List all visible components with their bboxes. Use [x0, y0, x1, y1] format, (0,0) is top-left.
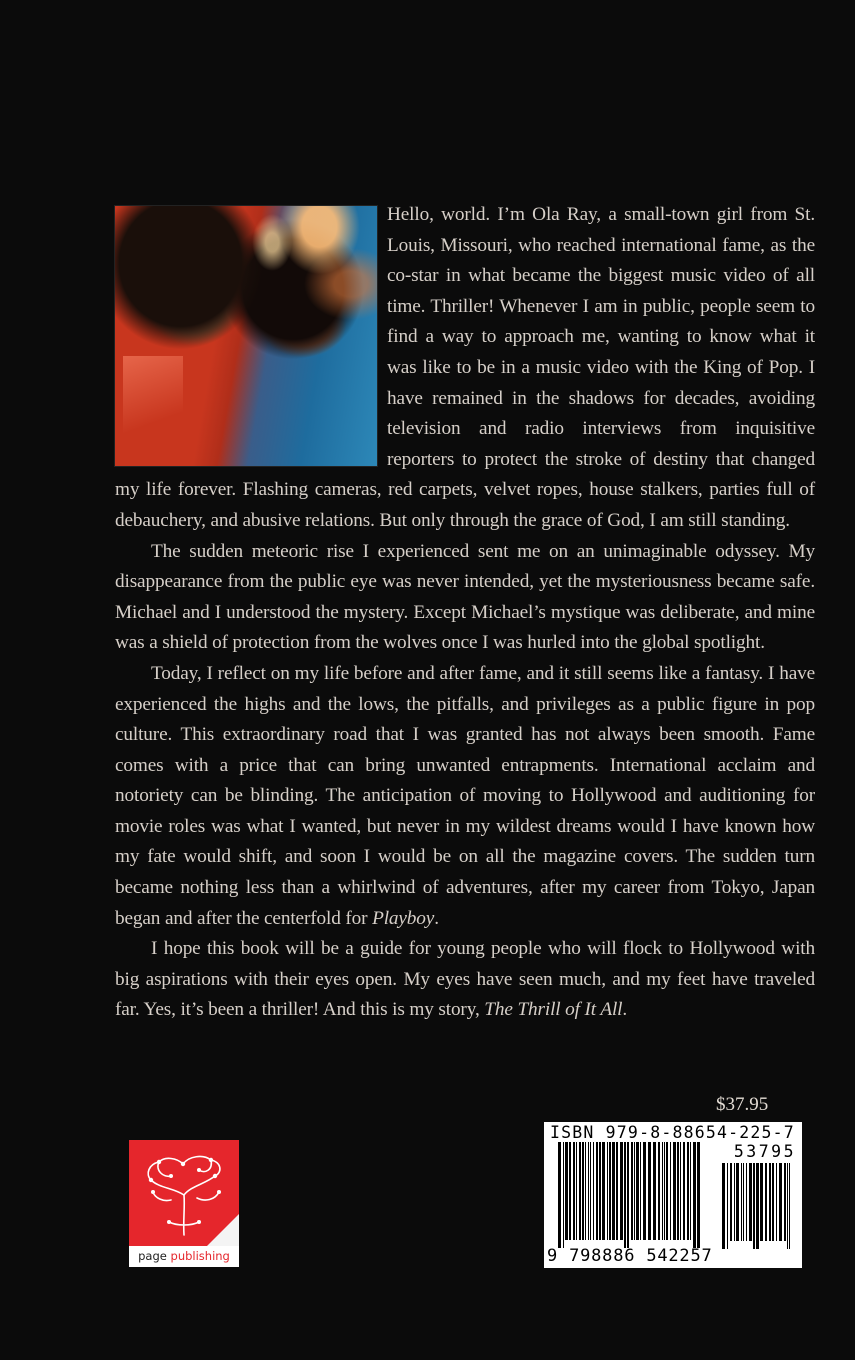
barcode-bar — [756, 1163, 759, 1249]
barcode-bar — [588, 1142, 589, 1240]
barcode-bar — [576, 1142, 577, 1240]
barcode-bar — [643, 1142, 646, 1240]
publisher-prefix: page — [138, 1249, 167, 1263]
barcode-bar — [673, 1142, 676, 1240]
barcode-bar — [693, 1142, 696, 1248]
barcode-bar — [569, 1142, 571, 1240]
back-cover-blurb — [115, 200, 815, 1026]
barcode-bar — [743, 1163, 744, 1241]
book-title: The Thrill of It All — [484, 999, 623, 1021]
barcode-bar — [687, 1142, 689, 1240]
barcode-bar — [734, 1163, 735, 1241]
paragraph-3-text: Today, I reflect on my life before and after fame, and it still seems like a fantasy. I have experienced the highs and the lows, the pitfalls, and privileges as a public figure in pop culture. This extraordinary road that I was granted has not always been smooth. Fame comes with a price that can bring unwanted entrapments. International acclaim and notoriety can be blinding. The anticipation of moving to Hollywood and auditioning for movie roles was what I wanted, but never in my wildest dreams would I have known how my fate would shift, and soon I would be on all the magazine covers. The sudden turn became nothing less than a whirlwind of adventures, after my career from Tokyo, Japan began and after the centerfold for — [115, 662, 815, 929]
barcode-bar — [776, 1163, 777, 1241]
barcode-bar — [789, 1163, 790, 1249]
barcode-bar — [741, 1163, 742, 1241]
barcode-bar — [683, 1142, 685, 1240]
barcode-bar — [593, 1142, 594, 1240]
paragraph-4-end: . — [622, 999, 628, 1021]
barcode-bar — [664, 1142, 665, 1240]
paragraph-3 — [115, 659, 815, 934]
barcode-bar — [563, 1142, 564, 1248]
barcode-addon-bars — [722, 1163, 798, 1263]
barcode-bar — [602, 1142, 605, 1240]
barcode-bar — [680, 1142, 681, 1240]
barcode-bar — [784, 1163, 786, 1241]
barcode-bar — [648, 1142, 651, 1240]
barcode-bar — [579, 1142, 581, 1240]
barcode-bar — [722, 1163, 725, 1249]
playboy-title: Playboy — [372, 907, 435, 929]
paragraph-3-end: . — [434, 907, 439, 929]
paragraph-1: Hello, world. I’m Ola Ray, a small-town girl from St. Louis, Missouri, who reached international fame, as the co-star in what became the biggest music video of all time. Thriller! Whenever I am in public, people seem to find a way to approach me, wanting to know what it was like to be in a music video with the King of Pop. I have remained in the shadows for decades, avoiding television and radio interviews from inquisitive reporters to protect the stroke of destiny that changed my life forever. Flashing cameras, red carpets, velvet ropes, house stalkers, parties full of debauchery, and abusive relations. But only through the grace of God, I am still standing. — [115, 204, 815, 531]
barcode-bar — [596, 1142, 598, 1240]
paragraph-4 — [115, 934, 815, 1026]
barcode-bar — [697, 1142, 700, 1248]
barcode-bar — [607, 1142, 608, 1240]
barcode-bar — [627, 1142, 629, 1248]
logo-emblem — [129, 1140, 239, 1246]
barcode-bars — [558, 1142, 710, 1242]
barcode-bar — [558, 1142, 561, 1248]
barcode-bar — [765, 1163, 767, 1241]
barcode-bar — [582, 1142, 584, 1240]
barcode-bar — [662, 1142, 663, 1240]
barcode-bar — [573, 1142, 575, 1240]
publisher-name — [129, 1249, 239, 1263]
barcode-bar — [677, 1142, 679, 1240]
paragraph-2: The sudden meteoric rise I experienced sent me on an unimaginable odyssey. My disappearance from the public eye was never intended, yet the mysteriousness became safe. Michael and I understood the mystery. Except Michael’s mystique was deliberate, and mine was a shield of protection from the wolves once I was hurled into the global spotlight. — [115, 540, 815, 654]
barcode-bar — [753, 1163, 755, 1249]
barcode-bar — [779, 1163, 782, 1241]
barcode-bar — [730, 1163, 732, 1241]
barcode-bar — [769, 1163, 771, 1241]
barcode-bar — [749, 1163, 752, 1241]
barcode-bar — [640, 1142, 641, 1240]
barcode-bar — [634, 1142, 635, 1240]
photo-spacer — [115, 200, 387, 474]
barcode-bar — [653, 1142, 656, 1240]
isbn-barcode — [544, 1122, 802, 1268]
barcode-bar — [612, 1142, 615, 1240]
publisher-suffix: publishing — [170, 1249, 230, 1263]
barcode-bar — [609, 1142, 611, 1240]
paragraph-4-text: I hope this book will be a guide for young people who will flock to Hollywood with big aspirations with their eyes open. My eyes have seen much, and my feet have traveled far. Yes, it’s been a thriller! And this is my story, — [115, 938, 815, 1021]
barcode-bar — [787, 1163, 788, 1249]
barcode-bar — [599, 1142, 601, 1240]
barcode-bar — [620, 1142, 623, 1240]
barcode-bar — [616, 1142, 618, 1240]
isbn-label: ISBN 979-8-88654-225-7 — [550, 1123, 795, 1142]
barcode-bar — [670, 1142, 671, 1240]
barcode-bar — [565, 1142, 568, 1240]
barcode-bar — [736, 1163, 739, 1241]
barcode-bar — [636, 1142, 639, 1240]
barcode-bar — [658, 1142, 660, 1240]
price: $37.95 — [716, 1094, 769, 1115]
tree-icon — [129, 1140, 239, 1246]
barcode-bar — [760, 1163, 763, 1241]
publisher-logo — [129, 1140, 239, 1267]
barcode-bar — [590, 1142, 591, 1240]
price-code: 53795 — [733, 1142, 796, 1161]
barcode-bar — [690, 1142, 691, 1240]
barcode-number: 9 798886 542257 — [547, 1246, 713, 1266]
barcode-bar — [624, 1142, 626, 1248]
barcode-bar — [772, 1163, 774, 1241]
barcode-bar — [746, 1163, 747, 1241]
barcode-bar — [666, 1142, 668, 1240]
barcode-bar — [585, 1142, 586, 1240]
barcode-bar — [727, 1163, 728, 1249]
barcode-bar — [631, 1142, 633, 1240]
